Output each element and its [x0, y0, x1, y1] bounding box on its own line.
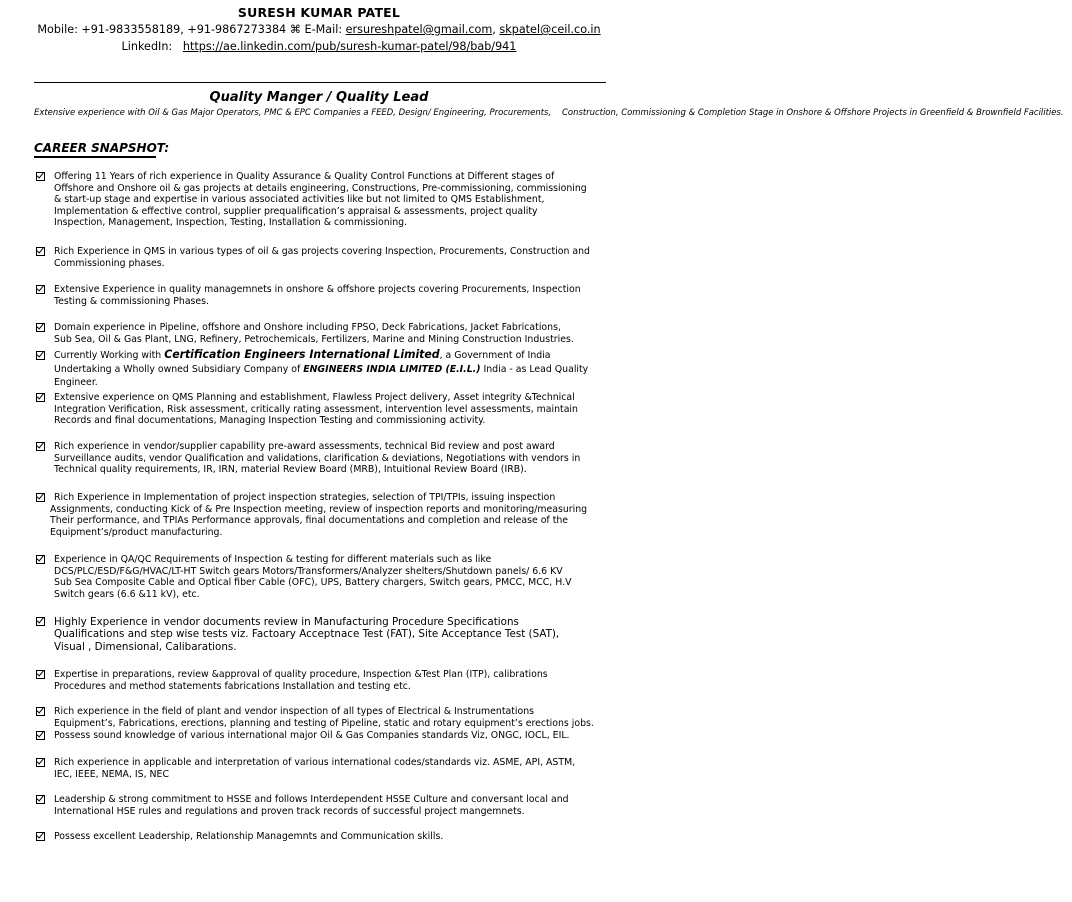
- bullet-line: DCS/PLC/ESD/F&G/HVAC/LT-HT Switch gears Motors/Transformers/Analyzer shelters/Shutdown panels/ 6.6 KV: [54, 565, 563, 577]
- bullet-line: Possess sound knowledge of various international major Oil & Gas Companies standards Viz, ONGC, IOCL, EIL.: [54, 730, 570, 741]
- bullet-line: Their performance, and TPIAs Performance approvals, final documentations and completion and release of the: [50, 515, 569, 527]
- checkbox-icon: [36, 393, 45, 402]
- checkbox-icon: [36, 351, 45, 360]
- checkbox-icon: [36, 617, 45, 626]
- parent-company-prefix: Undertaking a Wholly owned Subsidiary Company of: [54, 363, 304, 375]
- checkbox-icon: [36, 758, 45, 767]
- bullet-line: Sub Sea Composite Cable and Optical fiber Cable (OFC), UPS, Battery chargers, Switch gears, PMCC, MCC, H.V: [54, 577, 572, 589]
- bullet-line: Rich Experience in Implementation of project inspection strategies, selection of TPI/TPIs, issuing inspection: [54, 492, 556, 503]
- bullet-line: [54, 348, 551, 363]
- checkbox-icon: [36, 795, 45, 804]
- current-employer-prefix: Currently Working with: [54, 350, 165, 361]
- email-separator: ,: [492, 23, 496, 36]
- bullet-line: Integration Verification, Risk assessment, critically rating assessment, intervention level assessments, maintain: [54, 403, 578, 415]
- linkedin-label: LinkedIn:: [121, 40, 173, 53]
- bullet-line: Rich experience in applicable and interpretation of various international codes/standards viz. ASME, API, ASTM,: [54, 757, 576, 768]
- candidate-name: SURESH KUMAR PATEL: [237, 5, 401, 20]
- checkbox-icon: [36, 172, 45, 181]
- mobile-numbers: Mobile: +91-9833558189, +91-9867273384: [37, 23, 287, 36]
- bullet-line: Rich experience in vendor/supplier capability pre-award assessments, technical Bid review and post award: [54, 441, 555, 452]
- contact-line: [0, 23, 638, 36]
- bullet-line: Assignments, conducting Kick of & Pre Inspection meeting, review of inspection reports and monitoring/measuring: [50, 503, 588, 515]
- checkbox-icon: [36, 555, 45, 564]
- bullet-line: Technical quality requirements, IR, IRN, material Review Board (MRB), Intuitional Review Board (IRB).: [54, 464, 527, 476]
- current-employer-suffix: , a Government of India: [439, 350, 551, 361]
- checkbox-icon: [36, 670, 45, 679]
- bullet-line: Domain experience in Pipeline, offshore and Onshore including FPSO, Deck Fabrications, Jacket Fabrications,: [54, 322, 561, 333]
- summary-line: Extensive experience with Oil & Gas Major Operators, PMC & EPC Companies a FEED, Design/ Engineering, Procurements,: [34, 108, 552, 118]
- bullet-line: Switch gears (6.6 &11 kV), etc.: [54, 588, 200, 600]
- checkbox-icon: [36, 323, 45, 332]
- checkbox-icon: [36, 247, 45, 256]
- checkbox-icon: [36, 731, 45, 740]
- bullet-line: Possess excellent Leadership, Relationship Managemnts and Communication skills.: [54, 831, 444, 842]
- bullet-line: Records and final documentations, Managing Inspection Testing and commissioning activity.: [54, 415, 486, 427]
- bullet-line: Expertise in preparations, review &approval of quality procedure, Inspection &Test Plan (ITP), calibrations: [54, 669, 548, 680]
- bullet-line: IEC, IEEE, NEMA, IS, NEC: [54, 768, 169, 780]
- checkbox-icon: [36, 442, 45, 451]
- section-underline: [34, 156, 156, 158]
- bullet-line: Extensive experience on QMS Planning and establishment, Flawless Project delivery, Asset integrity &Technical: [54, 392, 575, 403]
- checkbox-icon: [36, 707, 45, 716]
- bullet-line: Commissioning phases.: [54, 257, 165, 269]
- email-link-secondary[interactable]: skpatel@ceil.co.in: [499, 23, 601, 36]
- bullet-line: Offshore and Onshore oil & gas projects at details engineering, Constructions, Pre-commissioning, commissioning: [54, 182, 587, 194]
- bullet-line: Extensive Experience in quality managemnets in onshore & offshore projects covering Procurements, Inspection: [54, 284, 581, 295]
- linkedin-link[interactable]: https://ae.linkedin.com/pub/suresh-kumar-patel/98/bab/941: [182, 40, 517, 53]
- role-title: Quality Manger / Quality Lead: [209, 90, 429, 105]
- bullet-line: Rich experience in the field of plant and vendor inspection of all types of Electrical & Instrumentations: [54, 706, 535, 717]
- checkbox-icon: [36, 493, 45, 502]
- profile-summary: [34, 107, 1064, 119]
- bullet-line: [54, 363, 588, 377]
- bullet-line: Highly Experience in vendor documents review in Manufacturing Procedure Specifications: [54, 616, 519, 628]
- bullet-line: Engineer.: [54, 377, 98, 388]
- header-divider: [34, 82, 606, 83]
- linkedin-line: [0, 40, 638, 53]
- email-link-primary[interactable]: ersureshpatel@gmail.com: [345, 23, 493, 36]
- bullet-line: Rich Experience in QMS in various types of oil & gas projects covering Inspection, Procurements, Construction and: [54, 246, 590, 257]
- checkbox-icon: [36, 832, 45, 841]
- bullet-line: Equipment’s/product manufacturing.: [50, 526, 223, 538]
- bullet-line: Experience in QA/QC Requirements of Inspection & testing for different materials such as like: [54, 554, 492, 565]
- parent-company: ENGINEERS INDIA LIMITED (E.I.L.): [303, 363, 481, 375]
- bullet-line: Visual , Dimensional, Calibarations.: [54, 640, 237, 653]
- bullet-line: Sub Sea, Oil & Gas Plant, LNG, Refinery, Petrochemicals, Fertilizers, Marine and Mining Construction Industries.: [54, 333, 574, 345]
- bullet-line: Implementation & effective control, supplier prequalification’s appraisal & assessments, project quality: [54, 205, 538, 217]
- job-title-text: India - as Lead Quality: [480, 363, 589, 375]
- bullet-line: Inspection, Management, Inspection, Testing, Installation & commissioning.: [54, 217, 408, 229]
- summary-line: Construction, Commissioning & Completion Stage in Onshore & Offshore Projects in Greenfield & Brownfield Facilities.: [562, 108, 1064, 118]
- bullet-line: Procedures and method statements fabrications Installation and testing etc.: [54, 680, 411, 692]
- bullet-line: Leadership & strong commitment to HSSE and follows Interdependent HSSE Culture and conversant local and: [54, 794, 569, 805]
- separator-icon: ⌘: [289, 23, 301, 36]
- bullet-line: Offering 11 Years of rich experience in Quality Assurance & Quality Control Functions at Different stages of: [54, 171, 555, 182]
- bullet-line: Equipment’s, Fabrications, erections, planning and testing of Pipeline, static and rotary equipment’s erections jobs.: [54, 717, 594, 729]
- bullet-line: & start-up stage and expertise in various associated activities like but not limited to QMS Establishment,: [54, 194, 545, 206]
- email-label: E-Mail:: [304, 23, 343, 36]
- bullet-line: International HSE rules and regulations and proven track records of successful project mangemnets.: [54, 805, 525, 817]
- checkbox-icon: [36, 285, 45, 294]
- section-title: CAREER SNAPSHOT:: [34, 141, 170, 155]
- bullet-line: Qualifications and step wise tests viz. Factoary Acceptnace Test (FAT), Site Acceptance Test (SAT),: [54, 628, 560, 641]
- bullet-line: Testing & commissioning Phases.: [54, 295, 210, 307]
- bullet-line: Surveillance audits, vendor Qualification and validations, clarification & deviations, Negotiations with vendors in: [54, 452, 581, 464]
- current-employer: Certification Engineers International Limited: [164, 348, 440, 361]
